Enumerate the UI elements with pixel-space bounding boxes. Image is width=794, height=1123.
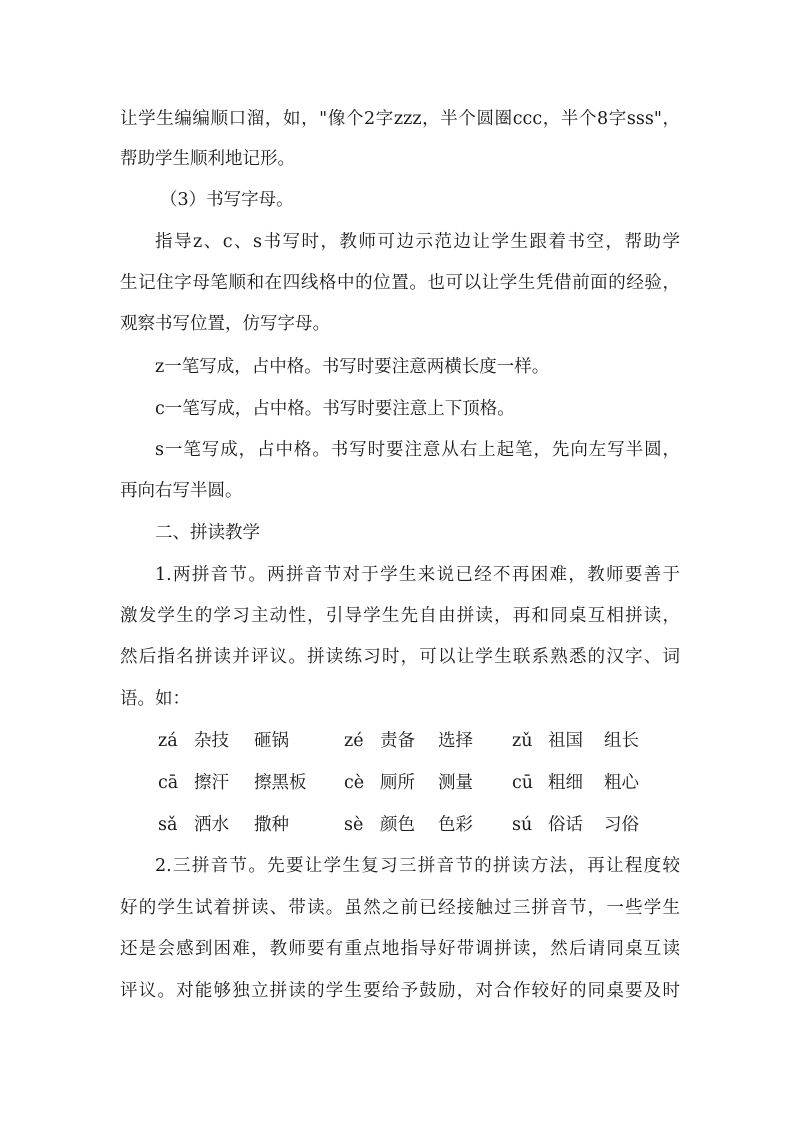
paragraph-line: c一笔写成，占中格。书写时要注意上下顶格。 bbox=[155, 399, 515, 419]
word-cell: 色彩 bbox=[438, 815, 473, 835]
paragraph-line: 指导z、c、s书写时，教师可边示范边让学生跟着书空，帮助学 bbox=[155, 232, 680, 252]
word-cell: cū bbox=[512, 773, 534, 793]
paragraph-line: 好的学生试着拼读、带读。虽然之前已经接触过三拼音节，一些学生 bbox=[120, 898, 680, 918]
paragraph-line: s一笔写成，占中格。书写时要注意从右上起笔，先向左写半圆， bbox=[155, 440, 680, 460]
word-cell: 习俗 bbox=[604, 815, 639, 835]
word-cell: sǎ bbox=[158, 815, 178, 835]
word-cell: 粗细 bbox=[548, 773, 583, 793]
word-cell: 砸锅 bbox=[254, 731, 289, 751]
word-cell: 撒种 bbox=[254, 815, 289, 835]
word-cell: sú bbox=[512, 815, 533, 835]
paragraph-line: z一笔写成，占中格。书写时要注意两横长度一样。 bbox=[155, 357, 550, 377]
word-cell: 责备 bbox=[380, 731, 415, 751]
word-cell: 擦汗 bbox=[194, 773, 229, 793]
word-cell: 俗话 bbox=[548, 815, 583, 835]
word-cell: zá bbox=[158, 731, 178, 751]
word-cell: 杂技 bbox=[194, 731, 229, 751]
word-cell: 洒水 bbox=[194, 815, 229, 835]
word-cell: 擦黑板 bbox=[254, 773, 307, 793]
paragraph-line: 还是会感到困难，教师要有重点地指导好带调拼读，然后请同桌互读 bbox=[120, 939, 680, 959]
word-table-row bbox=[158, 726, 678, 756]
word-cell: 厕所 bbox=[380, 773, 415, 793]
paragraph-line: 1.两拼音节。两拼音节对于学生来说已经不再困难，教师要善于 bbox=[155, 565, 680, 585]
word-cell: 组长 bbox=[604, 731, 639, 751]
word-cell: zé bbox=[344, 731, 364, 751]
paragraph-line: 让学生编编顺口溜，如，"像个2字zzz，半个圆圈ccc，半个8字sss"， bbox=[120, 109, 680, 129]
word-cell: 颜色 bbox=[380, 815, 415, 835]
word-cell: 测量 bbox=[438, 773, 473, 793]
paragraph-line: 语。如： bbox=[120, 689, 190, 709]
word-table-row bbox=[158, 768, 678, 798]
paragraph-line: 2.三拼音节。先要让学生复习三拼音节的拼读方法，再让程度较 bbox=[155, 856, 680, 876]
word-cell: sè bbox=[344, 815, 364, 835]
paragraph-line: 帮助学生顺利地记形。 bbox=[120, 149, 295, 169]
word-table-row bbox=[158, 810, 678, 840]
word-cell: cè bbox=[344, 773, 365, 793]
paragraph-line: 激发学生的学习主动性，引导学生先自由拼读，再和同桌互相拼读， bbox=[120, 606, 680, 626]
word-cell: 粗心 bbox=[604, 773, 639, 793]
paragraph-line: 生记住字母笔顺和在四线格中的位置。也可以让学生凭借前面的经验， bbox=[120, 273, 680, 293]
word-cell: zǔ bbox=[512, 731, 533, 751]
word-cell: cā bbox=[158, 773, 179, 793]
paragraph-line: 评议。对能够独立拼读的学生要给予鼓励，对合作较好的同桌要及时 bbox=[120, 981, 680, 1001]
word-cell: 祖国 bbox=[548, 731, 583, 751]
paragraph-line: 然后指名拼读并评议。拼读练习时，可以让学生联系熟悉的汉字、词 bbox=[120, 647, 680, 667]
section-subheading: （3）书写字母。 bbox=[160, 190, 294, 210]
paragraph-line: 观察书写位置，仿写字母。 bbox=[120, 314, 330, 334]
word-cell: 选择 bbox=[438, 731, 473, 751]
paragraph-line: 再向右写半圆。 bbox=[120, 481, 243, 501]
section-heading: 二、拼读教学 bbox=[155, 523, 260, 543]
